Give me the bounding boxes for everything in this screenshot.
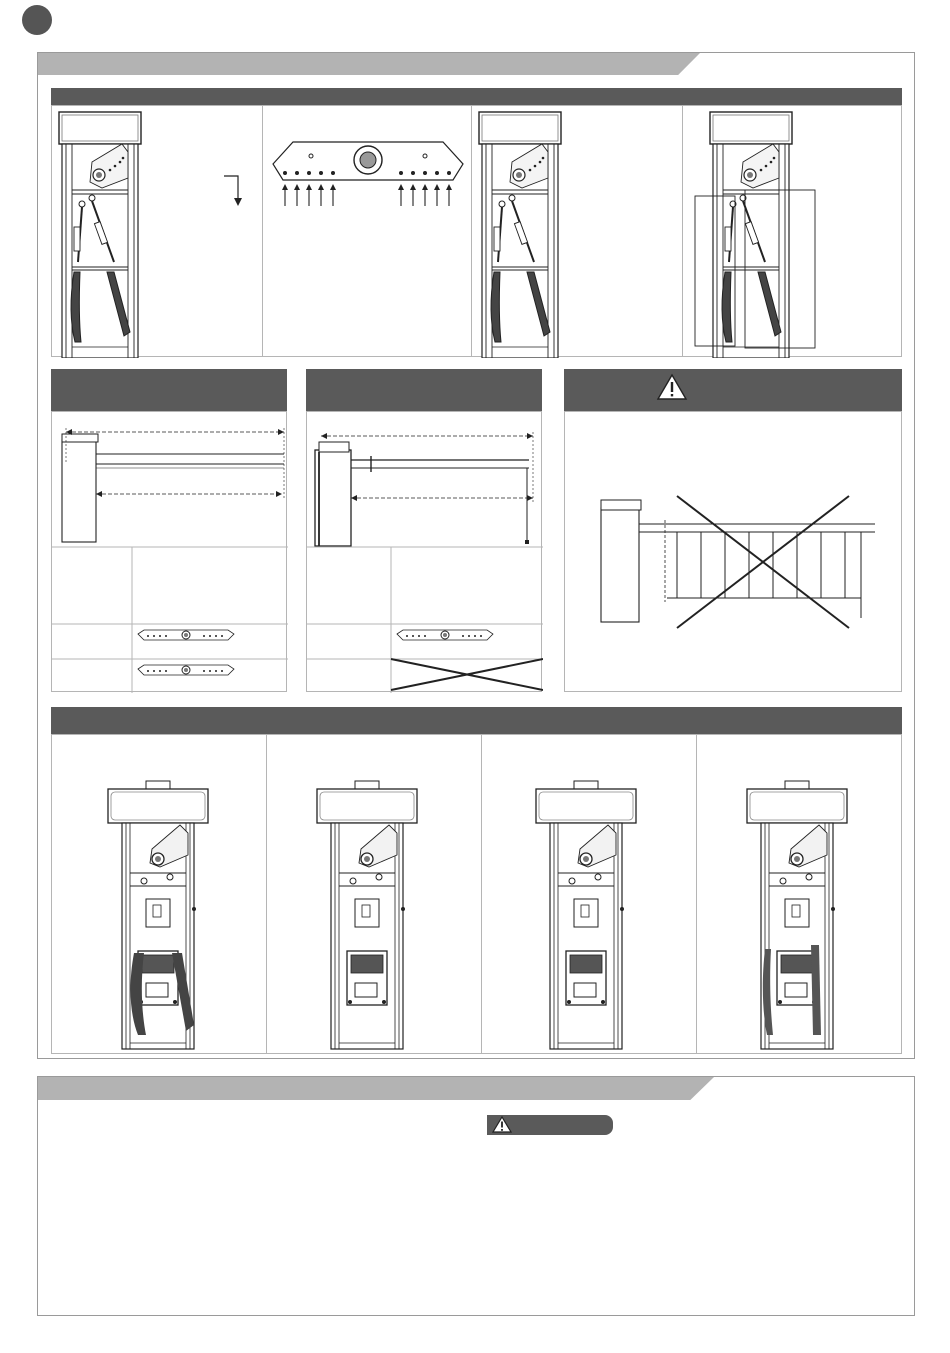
- warning-label-pill: [487, 1115, 613, 1135]
- cabinet-panel-4: [696, 734, 902, 1054]
- cabinet-drawing-1: [52, 735, 268, 1055]
- cabinet-drawing-2: [267, 735, 483, 1055]
- spring-panel-3: [471, 105, 683, 357]
- warning-panel-header: [564, 369, 902, 411]
- barrier-left-panel: [51, 411, 287, 692]
- cabinet-springs-drawing-3: [683, 106, 903, 358]
- section-bottom-frame: [37, 1076, 915, 1316]
- spring-panel-1: [51, 105, 263, 357]
- section-number-circle: [22, 5, 52, 35]
- barrier-left-drawing: [52, 412, 288, 693]
- section-top-banner: [38, 53, 700, 75]
- barrier-left-header: [51, 369, 287, 411]
- lever-plate-drawing: [263, 106, 473, 358]
- section-bottom-banner: [38, 1077, 714, 1100]
- barrier-middle-header: [306, 369, 542, 411]
- warning-triangle-icon: [489, 1115, 515, 1135]
- cabinet-drawing-4: [697, 735, 903, 1055]
- warning-triangle-icon: [564, 369, 902, 411]
- spring-panel-2-lever-holes: [262, 105, 472, 357]
- cabinet-panel-3: [481, 734, 697, 1054]
- cabinet-panel-2: [266, 734, 482, 1054]
- warning-panel: [564, 411, 902, 692]
- barrier-middle-panel: [306, 411, 542, 692]
- barrier-middle-drawing: [307, 412, 543, 693]
- spring-panel-4: [682, 105, 902, 357]
- cabinet-springs-drawing: [52, 106, 264, 358]
- cabinet-panel-1: [51, 734, 267, 1054]
- row1-header-bar: [51, 88, 902, 105]
- barrier-cross-out-drawing: [565, 412, 903, 693]
- bottom-row-header: [51, 707, 902, 734]
- cabinet-springs-drawing-2: [472, 106, 684, 358]
- cabinet-drawing-3: [482, 735, 698, 1055]
